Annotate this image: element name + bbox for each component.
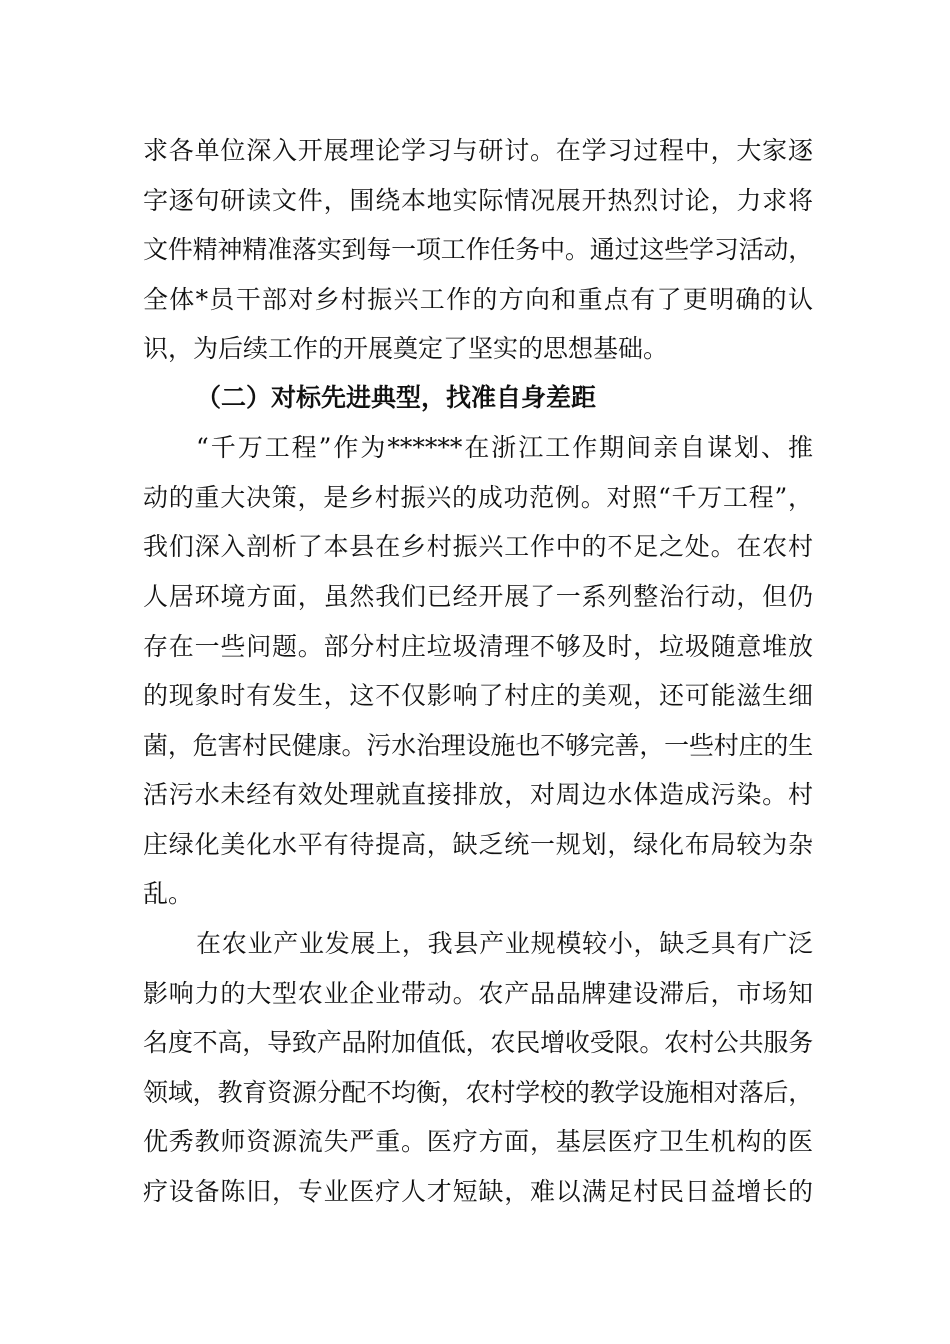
paragraph-1-line-4: 全体*员干部对乡村振兴工作的方向和重点有了更明确的认	[143, 285, 813, 314]
paragraph-1-line-5: 识，为后续工作的开展奠定了坚实的思想基础。	[143, 334, 669, 363]
paragraph-2-line-5: 存在一些问题。部分村庄垃圾清理不够及时，垃圾随意堆放	[143, 632, 813, 661]
paragraph-1-line-2: 字逐句研读文件，围绕本地实际情况展开热烈讨论，力求将	[143, 186, 813, 215]
paragraph-3-line-5: 优秀教师资源流失严重。医疗方面，基层医疗卫生机构的医	[143, 1127, 813, 1156]
paragraph-2-line-3: 我们深入剖析了本县在乡村振兴工作中的不足之处。在农村	[143, 532, 813, 561]
section-heading: （二）对标先进典型，找准自身差距	[196, 383, 597, 412]
paragraph-2-line-8: 活污水未经有效处理就直接排放，对周边水体造成污染。村	[143, 780, 813, 809]
paragraph-2-line-4: 人居环境方面，虽然我们已经开展了一系列整治行动，但仍	[143, 582, 813, 611]
paragraph-3-line-6: 疗设备陈旧，专业医疗人才短缺，难以满足村民日益增长的	[143, 1177, 813, 1206]
paragraph-2-line-1: “千万工程”作为******在浙江工作期间亲自谋划、推	[196, 433, 813, 462]
paragraph-3-line-2: 影响力的大型农业企业带动。农产品品牌建设滞后，市场知	[143, 979, 813, 1008]
paragraph-2-line-9: 庄绿化美化水平有待提高，缺乏统一规划，绿化布局较为杂	[143, 830, 813, 859]
paragraph-1-line-1: 求各单位深入开展理论学习与研讨。在学习过程中，大家逐	[143, 136, 813, 165]
paragraph-1-line-3: 文件精神精准落实到每一项工作任务中。通过这些学习活动，	[143, 235, 813, 264]
paragraph-2-line-7: 菌，危害村民健康。污水治理设施也不够完善，一些村庄的生	[143, 731, 813, 760]
paragraph-3-line-1: 在农业产业发展上，我县产业规模较小，缺乏具有广泛	[196, 929, 813, 958]
paragraph-3-line-3: 名度不高，导致产品附加值低，农民增收受限。农村公共服务	[143, 1028, 813, 1057]
paragraph-2-line-10: 乱。	[143, 879, 194, 908]
paragraph-2-line-2: 动的重大决策，是乡村振兴的成功范例。对照“千万工程”，	[143, 483, 813, 512]
paragraph-2-line-6: 的现象时有发生，这不仅影响了村庄的美观，还可能滋生细	[143, 681, 813, 710]
paragraph-3-line-4: 领域，教育资源分配不均衡，农村学校的教学设施相对落后，	[143, 1078, 813, 1107]
